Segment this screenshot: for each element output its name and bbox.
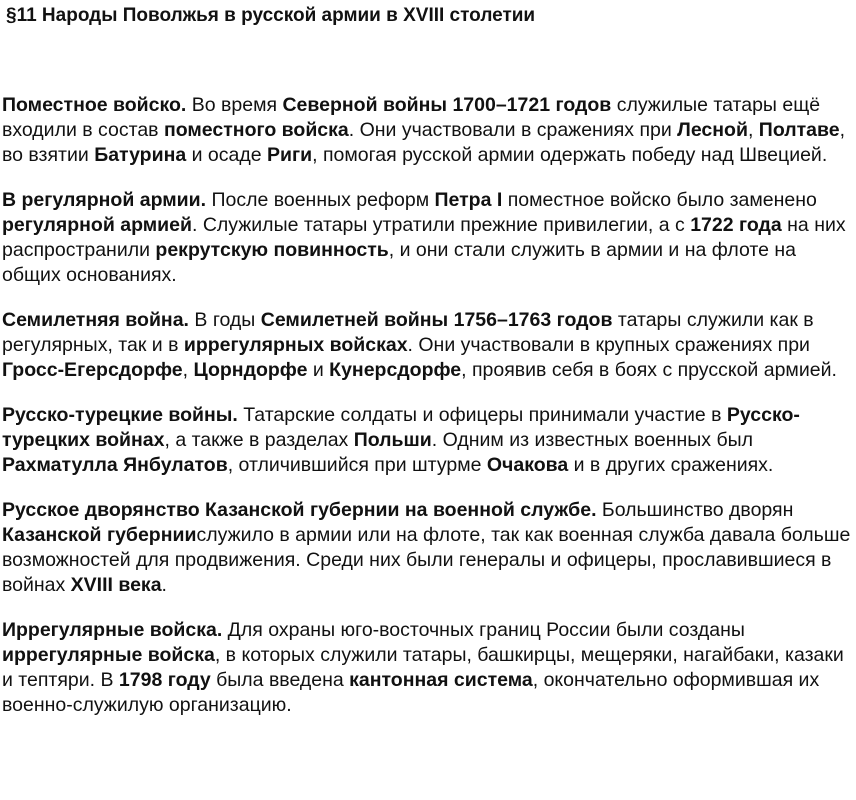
bold-term: Полтаве	[758, 119, 840, 141]
bold-term: В регулярной армии.	[2, 189, 207, 211]
bold-term: Лесной	[677, 119, 748, 141]
bold-term: Северной войны 1700–1721 годов	[282, 94, 612, 116]
text-run: , а также в разделах	[164, 429, 354, 451]
bold-term: Рахматулла Янбулатов	[2, 454, 228, 476]
text-run: и	[307, 359, 330, 381]
bold-term: Семилетней войны 1756–1763 годов	[260, 309, 613, 331]
bold-term: кантонная система	[349, 669, 533, 691]
text-run: татары служили как в регулярных, так и в	[2, 309, 814, 356]
text-run: и осаде	[186, 144, 268, 166]
paragraph-semiletnyaya	[2, 308, 854, 383]
text-run: Во время	[186, 94, 283, 116]
bold-term: 1722 года	[690, 214, 782, 236]
paragraph-russo-turkish	[2, 403, 854, 478]
text-run: Большинство дворян	[596, 499, 794, 521]
paragraph-irregular	[2, 618, 854, 718]
text-run: , отличившийся при штурме	[227, 454, 487, 476]
bold-term: Гросс-Егерсдорфе	[2, 359, 183, 381]
text-run: поместное войско было заменено	[502, 189, 817, 211]
bold-term: Русско-турецкие войны.	[2, 404, 238, 426]
text-run: , окончательно оформившая их военно-служилую организацию.	[2, 669, 820, 716]
paragraph-pomestnoe	[2, 93, 854, 168]
bold-term: Русско-турецких войнах	[2, 404, 800, 451]
text-run: Татарские солдаты и офицеры принимали участие в	[237, 404, 727, 426]
text-run: и в других сражениях.	[568, 454, 774, 476]
text-run: служило в армии или на флоте, так как военная служба давала больше возможностей для продвижения. Среди них были генералы и офицеры, прославившиеся в войнах	[2, 524, 851, 596]
document-body	[2, 93, 854, 738]
text-run: на них распространили	[2, 214, 846, 261]
text-run: . Они участвовали в сражениях при	[348, 119, 678, 141]
text-run: ,	[747, 119, 759, 141]
bold-term: регулярной армией	[2, 214, 192, 236]
paragraph-regular	[2, 188, 854, 288]
text-run: В годы	[188, 309, 261, 331]
page-title: §11 Народы Поволжья в русской армии в XVIII столетии	[6, 5, 536, 26]
bold-term: поместного войска	[163, 119, 349, 141]
bold-term: рекрутскую повинность	[155, 239, 389, 261]
paragraph-dvoryanstvo	[2, 498, 854, 598]
text-run: служилые татары ещё входили в состав	[2, 94, 821, 141]
bold-term: Поместное войско.	[2, 94, 187, 116]
text-run: , и они стали служить в армии и на флоте на общих основаниях.	[2, 239, 796, 286]
text-run: , в которых служили татары, башкирцы, мещеряки, нагайбаки, казаки и тептяри. В	[2, 644, 844, 691]
text-run: Для охраны юго-восточных границ России были созданы	[222, 619, 745, 641]
bold-term: Иррегулярные войска.	[2, 619, 223, 641]
text-run: .	[161, 574, 167, 596]
bold-term: Очакова	[486, 454, 569, 476]
bold-term: Семилетняя война.	[2, 309, 189, 331]
bold-term: иррегулярных войсках	[183, 334, 408, 356]
bold-term: Казанской губернии	[2, 524, 197, 546]
bold-term: Батурина	[94, 144, 187, 166]
text-run: была введена	[210, 669, 350, 691]
bold-term: Цорндорфе	[193, 359, 308, 381]
bold-term: Петра I	[434, 189, 503, 211]
text-run: После военных реформ	[206, 189, 435, 211]
bold-term: Польши	[353, 429, 432, 451]
text-run: , помогая русской армии одержать победу над Швецией.	[312, 144, 828, 166]
bold-term: 1798 году	[118, 669, 211, 691]
bold-term: иррегулярные войска	[2, 644, 215, 666]
bold-term: XVIII века	[70, 574, 162, 596]
text-run: , во взятии	[2, 119, 846, 166]
text-run: . Одним из известных военных был	[431, 429, 754, 451]
bold-term: Русское дворянство Казанской губернии на военной службе.	[2, 499, 597, 521]
text-run: ,	[182, 359, 194, 381]
text-run: . Они участвовали в крупных сражениях при	[407, 334, 810, 356]
bold-term: Кунерсдорфе	[329, 359, 462, 381]
text-run: . Служилые татары утратили прежние привилегии, а с	[191, 214, 691, 236]
bold-term: Риги	[267, 144, 313, 166]
text-run: , проявив себя в боях с прусской армией.	[461, 359, 837, 381]
